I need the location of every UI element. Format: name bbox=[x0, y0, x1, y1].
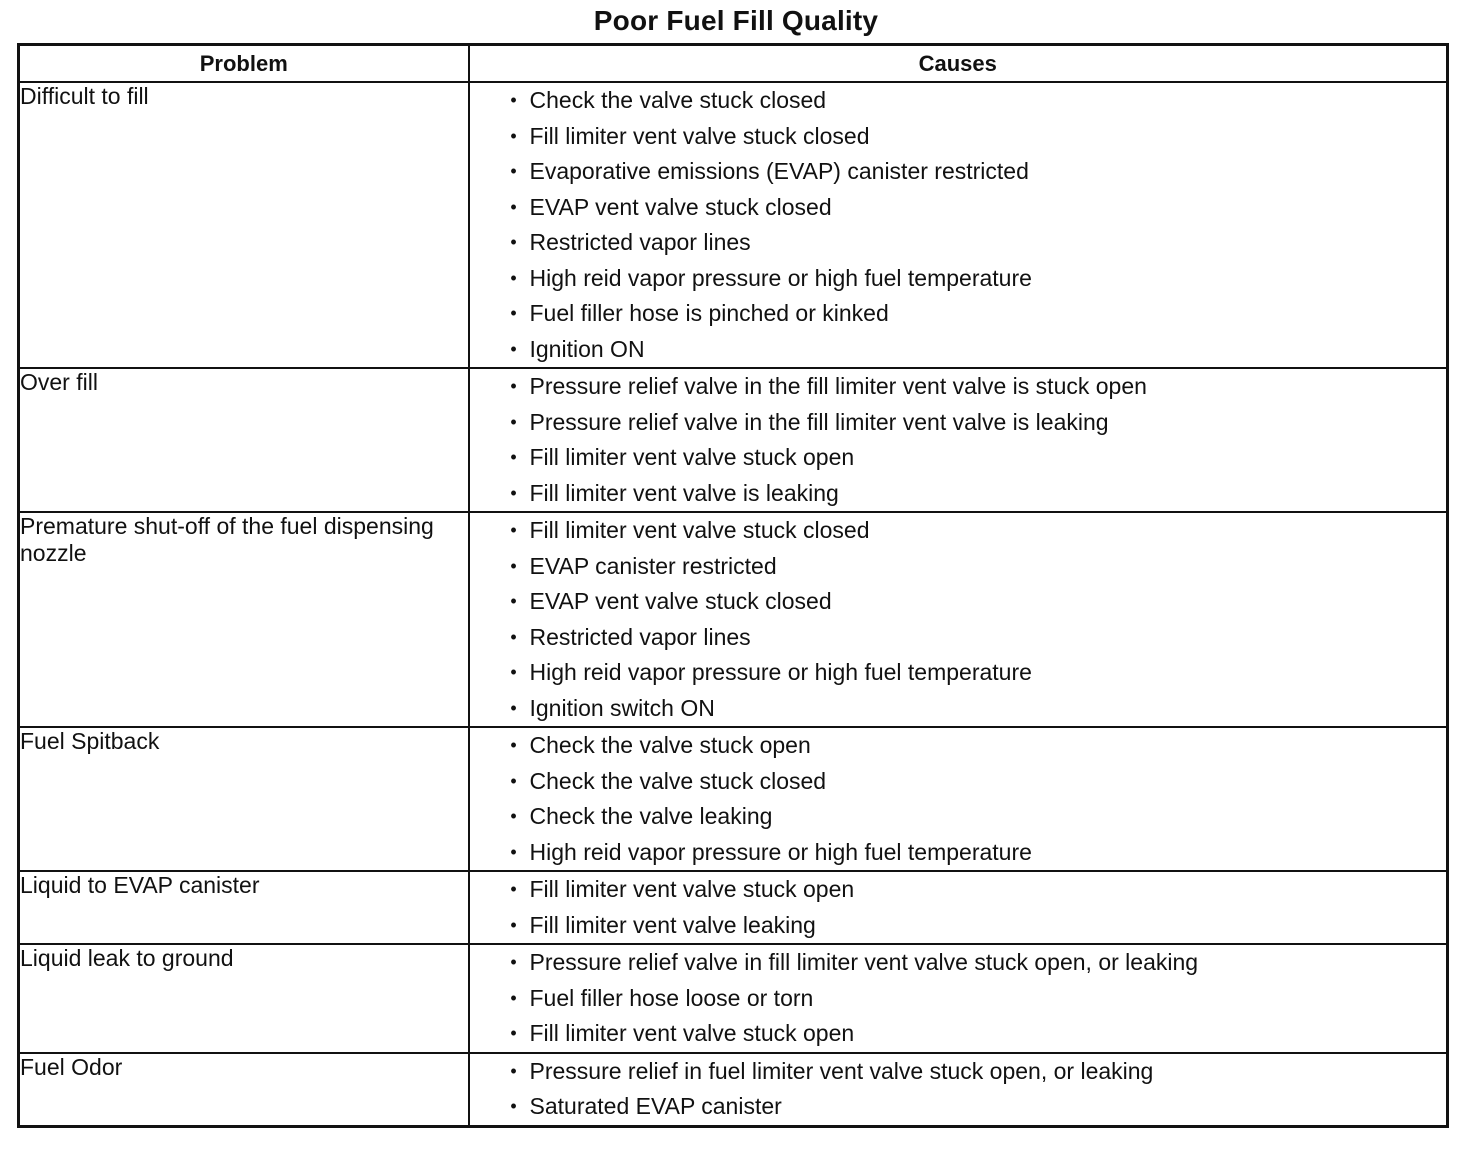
problem-cell: Difficult to fill bbox=[19, 82, 469, 368]
list-item bbox=[470, 549, 1447, 585]
causes-cell bbox=[469, 368, 1448, 512]
cause-text: Check the valve stuck closed bbox=[529, 767, 827, 794]
fill-quality-table bbox=[17, 43, 1449, 1128]
list-item bbox=[470, 440, 1447, 476]
cause-text: Pressure relief valve in fill limiter vent valve stuck open, or leaking bbox=[529, 949, 1199, 975]
list-item bbox=[470, 405, 1447, 441]
list-item bbox=[470, 584, 1447, 620]
problem-cell: Over fill bbox=[19, 368, 469, 512]
cause-text: Pressure relief in fuel limiter vent valve stuck open, or leaking bbox=[529, 1057, 1154, 1084]
list-item bbox=[470, 119, 1447, 155]
cause-text: EVAP vent valve stuck closed bbox=[529, 193, 832, 220]
bullet-icon: • bbox=[510, 662, 517, 682]
list-item bbox=[470, 728, 1447, 764]
list-item bbox=[470, 296, 1447, 332]
causes-cell bbox=[469, 944, 1448, 1053]
table-row bbox=[19, 368, 1448, 512]
bullet-icon: • bbox=[510, 952, 517, 972]
cause-text: Fill limiter vent valve stuck open bbox=[529, 876, 855, 902]
cause-text: Check the valve stuck open bbox=[529, 732, 811, 758]
page-title: Poor Fuel Fill Quality bbox=[593, 5, 879, 36]
bullet-icon: • bbox=[510, 770, 517, 791]
table-row bbox=[19, 727, 1448, 871]
bullet-icon: • bbox=[510, 411, 517, 432]
cause-text: EVAP canister restricted bbox=[529, 552, 777, 579]
cause-text: Pressure relief valve in the fill limiter vent valve is stuck open bbox=[529, 373, 1147, 399]
bullet-icon: • bbox=[510, 1060, 517, 1081]
table-body bbox=[19, 82, 1448, 1126]
cause-text: Check the valve stuck closed bbox=[529, 87, 827, 113]
bullet-icon: • bbox=[510, 376, 517, 396]
list-item bbox=[470, 225, 1447, 261]
causes-cell bbox=[469, 512, 1448, 727]
bullet-icon: • bbox=[510, 697, 517, 718]
cause-text: Fill limiter vent valve stuck closed bbox=[529, 517, 870, 543]
bullet-icon: • bbox=[510, 806, 517, 826]
cause-text: Check the valve leaking bbox=[529, 803, 773, 829]
cause-text: Ignition switch ON bbox=[529, 694, 715, 721]
problem-cell: Premature shut-off of the fuel dispensing nozzle bbox=[19, 512, 469, 727]
causes-cell bbox=[469, 727, 1448, 871]
cause-text: High reid vapor pressure or high fuel temperature bbox=[529, 264, 1032, 291]
list-item bbox=[470, 1016, 1447, 1052]
cause-text: Fill limiter vent valve is leaking bbox=[529, 479, 839, 506]
bullet-icon: • bbox=[510, 520, 517, 540]
problem-cell: Fuel Odor bbox=[19, 1053, 469, 1127]
bullet-icon: • bbox=[510, 196, 517, 217]
problem-cell: Liquid leak to ground bbox=[19, 944, 469, 1053]
cause-text: Pressure relief valve in the fill limiter vent valve is leaking bbox=[529, 408, 1109, 435]
bullet-icon: • bbox=[510, 914, 517, 935]
list-item bbox=[470, 513, 1447, 549]
cause-text: Fill limiter vent valve leaking bbox=[529, 911, 816, 938]
causes-list bbox=[470, 513, 1447, 726]
list-item bbox=[470, 764, 1447, 800]
bullet-icon: • bbox=[510, 482, 517, 503]
cause-text: Restricted vapor lines bbox=[529, 229, 751, 255]
cause-text: Restricted vapor lines bbox=[529, 623, 751, 650]
table-row bbox=[19, 82, 1448, 368]
list-item bbox=[470, 261, 1447, 297]
list-item bbox=[470, 691, 1447, 727]
header-causes: Causes bbox=[469, 45, 1448, 83]
bullet-icon: • bbox=[510, 987, 517, 1008]
causes-cell bbox=[469, 1053, 1448, 1127]
bullet-icon: • bbox=[510, 841, 517, 862]
list-item bbox=[470, 190, 1447, 226]
list-item bbox=[470, 945, 1447, 981]
list-item bbox=[470, 1089, 1447, 1125]
bullet-icon: • bbox=[510, 125, 517, 146]
list-item bbox=[470, 1054, 1447, 1090]
causes-cell bbox=[469, 82, 1448, 368]
cause-text: Evaporative emissions (EVAP) canister restricted bbox=[529, 158, 1029, 184]
cause-text: Saturated EVAP canister bbox=[529, 1093, 782, 1119]
causes-list bbox=[470, 83, 1447, 367]
list-item bbox=[470, 835, 1447, 871]
table-row bbox=[19, 1053, 1448, 1127]
cause-text: Fill limiter vent valve stuck closed bbox=[529, 122, 870, 149]
cause-text: Fuel filler hose loose or torn bbox=[529, 984, 814, 1011]
table-row bbox=[19, 944, 1448, 1053]
bullet-icon: • bbox=[510, 303, 517, 323]
table-row bbox=[19, 512, 1448, 727]
list-item bbox=[470, 476, 1447, 512]
list-item bbox=[470, 799, 1447, 835]
cause-text: Fuel filler hose is pinched or kinked bbox=[529, 300, 889, 326]
causes-list bbox=[470, 369, 1447, 511]
causes-list bbox=[470, 945, 1447, 1052]
bullet-icon: • bbox=[510, 267, 517, 288]
bullet-icon: • bbox=[510, 555, 517, 576]
cause-text: High reid vapor pressure or high fuel temperature bbox=[529, 659, 1032, 685]
list-item bbox=[470, 83, 1447, 119]
bullet-icon: • bbox=[510, 626, 517, 647]
header-row bbox=[19, 45, 1448, 83]
bullet-icon: • bbox=[510, 161, 517, 181]
list-item bbox=[470, 872, 1447, 908]
cause-text: Fill limiter vent valve stuck open bbox=[529, 444, 855, 470]
causes-list bbox=[470, 1054, 1447, 1125]
list-item bbox=[470, 908, 1447, 944]
causes-cell bbox=[469, 871, 1448, 944]
list-item bbox=[470, 655, 1447, 691]
bullet-icon: • bbox=[510, 232, 517, 252]
header-problem: Problem bbox=[19, 45, 469, 83]
list-item bbox=[470, 154, 1447, 190]
table-row bbox=[19, 871, 1448, 944]
list-item bbox=[470, 332, 1447, 368]
bullet-icon: • bbox=[510, 735, 517, 755]
cause-text: Fill limiter vent valve stuck open bbox=[529, 1020, 855, 1046]
bullet-icon: • bbox=[510, 879, 517, 899]
bullet-icon: • bbox=[510, 591, 517, 611]
list-item bbox=[470, 981, 1447, 1017]
bullet-icon: • bbox=[510, 90, 517, 110]
causes-list bbox=[470, 728, 1447, 870]
bullet-icon: • bbox=[510, 338, 517, 359]
bullet-icon: • bbox=[510, 1096, 517, 1116]
cause-text: Ignition ON bbox=[529, 335, 645, 362]
bullet-icon: • bbox=[510, 447, 517, 467]
causes-list bbox=[470, 872, 1447, 943]
problem-cell: Fuel Spitback bbox=[19, 727, 469, 871]
cause-text: EVAP vent valve stuck closed bbox=[529, 588, 832, 614]
cause-text: High reid vapor pressure or high fuel temperature bbox=[529, 838, 1032, 865]
list-item bbox=[470, 620, 1447, 656]
list-item bbox=[470, 369, 1447, 405]
problem-cell: Liquid to EVAP canister bbox=[19, 871, 469, 944]
bullet-icon: • bbox=[510, 1023, 517, 1043]
